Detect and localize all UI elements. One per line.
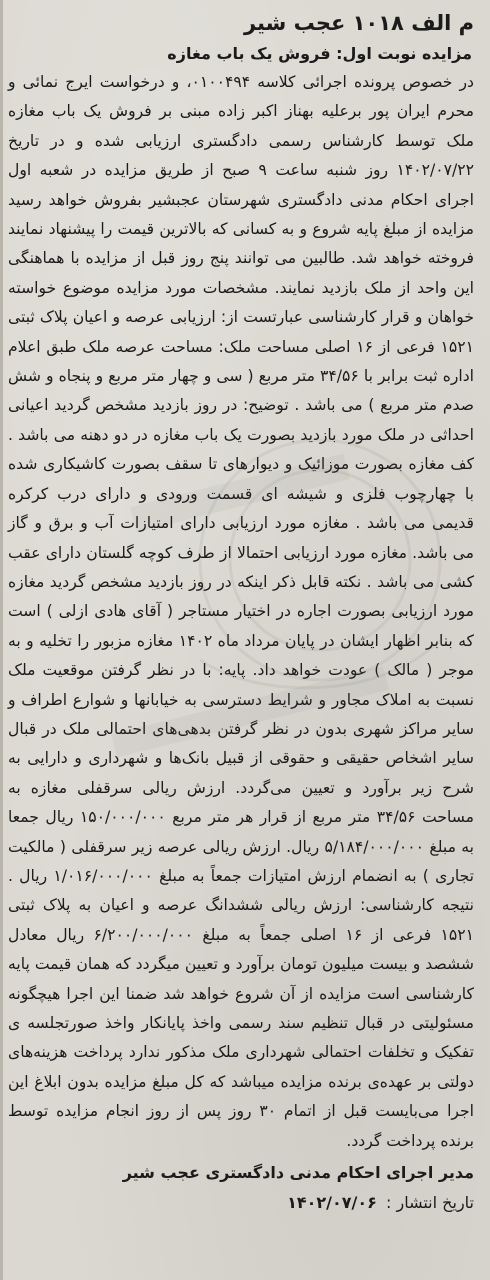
notice-code-title: م الف ۱۰۱۸ عجب شیر [243,11,474,35]
notice-body: در خصوص پرونده اجرائی کلاسه ۰۱۰۰۴۹۴، و درخواست ایرج نمائی و محرم ایران پور برعلیه بهناز اکبر زاده مبنی بر فروش یک باب مغازه ملک توسط کارشناس رسمی دادگستری ارزیابی شده و در تاریخ ۱۴۰۲/۰۷/۲۲ روز شنبه ساعت ۹ صبح از طریق مزایده در شعبه اول اجرای احکام مدنی دادگستری شهرستان عجبشیر بفروش خواهد رسید مزایده از مبلغ پایه شروع و به کسانی که بالاترین قیمت را پیشنهاد نمایند فروخته خواهد شد. طالبین می توانند پنج روز قبل از مزایده با هماهنگی این واحد از ملک بازدید نمایند. مشخصات مورد مزایده موضوع خواسته خواهان و قرار کارشناسی عبارتست از: ارزیابی عرصه و اعیان پلاک ثبتی ۱۵۲۱ فرعی از ۱۶ اصلی مساحت ملک: مساحت عرصه ملک طبق اعلام اداره ثبت برابر با ۳۴/۵۶ متر مربع ( سی و چهار متر مربع و پنجاه و شش صدم متر مربع ) می باشد . توضیح: در روز بازدید مشخص گردید اعیانی احداثی در ملک مورد بازدید بصورت یک باب مغازه در دو دهنه می باشد . کف مغازه بصورت موزائیک و دیوارهای تا سقف بصورت کاشیکاری شده با چهارچوب فلزی و شیشه ای قسمت ورودی و دارای درب کرکره قدیمی می باشد . مغازه مورد ارزیابی دارای امتیازات آب و برق و گاز می باشد. مغازه مورد ارزیابی احتمالا از طرف کوچه گلستان دارای عقب کشی می باشد . نکته قابل ذکر اینکه در روز بازدید مشخص گردید مغازه مورد ارزیابی بصورت اجاره در اختیار مستاجر ( آقای هادی ازلی ) است که بنابر اظهار ایشان در پایان مرداد ماه ۱۴۰۲ مغازه مزبور را تخلیه و به موجر ( مالک ) عودت خواهد داد. پایه: با در نظر گرفتن موقعیت ملک نسبت به املاک مجاور و شرایط دسترسی به خیابانها و شوارع اطراف و سایر مراکز شهری بدون در نظر گرفتن بدهی‌های احتمالی ملک در قبال سایر اشخاص حقیقی و حقوقی از قبیل بانک‌ها و شهرداری و دارایی به شرح زیر برآورد و تعیین می‌گردد. ارزش ریالی سرقفلی مغازه به مساحت ۳۴/۵۶ متر مربع از قرار هر متر مربع ۱۵۰/۰۰۰/۰۰۰ ریال جمعا به مبلغ ۵/۱۸۴/۰۰۰/۰۰۰ ریال. ارزش ریالی عرصه زیر سرقفلی ( مالکیت تجاری ) به انضمام ارزش امتیازات جمعاً به مبلغ ۱/۰۱۶/۰۰۰/۰۰۰ ریال . نتیجه کارشناسی: ارزش ریالی ششدانگ عرصه و اعیان به پلاک ثبتی ۱۵۲۱ فرعی از ۱۶ اصلی جمعاً به مبلغ ۶/۲۰۰/۰۰۰/۰۰۰ ریال معادل ششصد و بیست میلیون تومان برآورد و تعیین میگردد که همان قیمت پایه کارشناسی است مزایده از آن شروع خواهد شد ضمنا این اجرا هیچگونه مسئولیتی در قبال تنظیم سند رسمی واخذ پایانکار واخذ صورتجلسه ی تفکیک و تخلفات احتمالی شهرداری ملک مذکور ندارد پرداخت هزینه‌های دولتی بر عهده‌ی برنده مزایده میباشد که کل مبلغ مزایده بدون ابلاغ این اجرا می‌بایست قبل از اتمام ۳۰ روز پس از روز انجام مزایده توسط برنده پرداخت گردد. [8,73,475,1150]
publish-date-value: ۱۴۰۲/۰۷/۰۶ [287,1193,377,1213]
publish-date-label: تاریخ انتشار : [386,1193,474,1213]
publish-date-row [8,1188,474,1218]
notice-signer: مدیر اجرای احکام مدنی دادگستری عجب شیر [122,1163,474,1183]
notice-heading: مزایده نوبت اول: فروش یک باب مغازه [167,44,472,63]
column-edge-divider [0,0,3,1280]
